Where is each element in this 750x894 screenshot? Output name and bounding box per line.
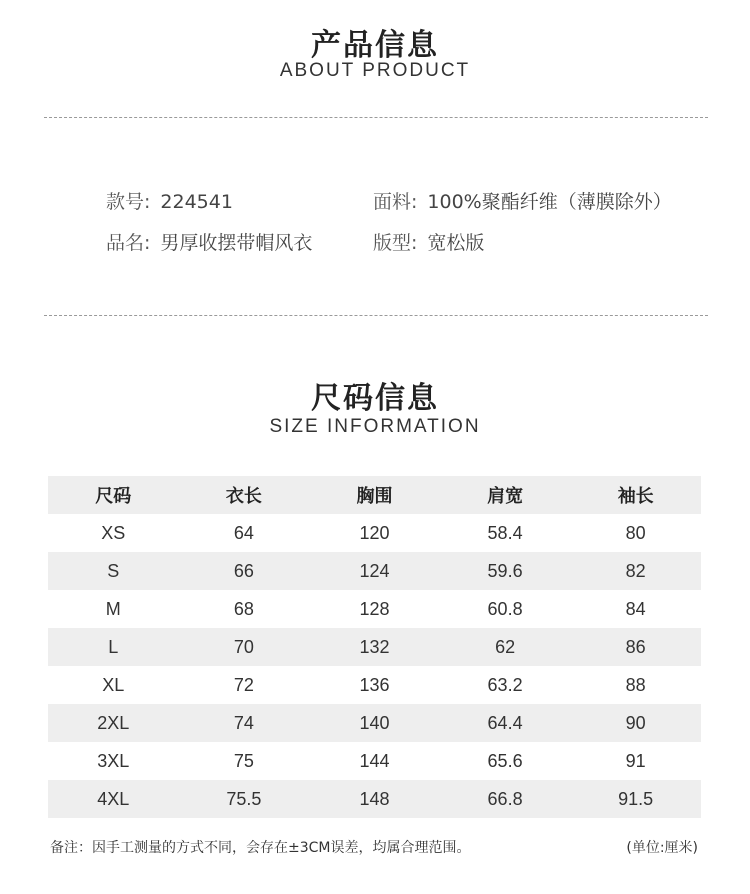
table-row: [48, 628, 701, 666]
measurement-note: 备注：因手工测量的方式不同，会存在±3CM误差，均属合理范围。: [50, 840, 471, 856]
header-length: 衣长: [225, 486, 262, 507]
size-section-subtitle: SIZE INFORMATION: [269, 416, 481, 437]
cell-sleeve: 91.5: [618, 788, 654, 809]
cell-length: 68: [233, 598, 254, 619]
cell-shoulder: 63.2: [487, 674, 523, 695]
cell-shoulder: 58.4: [487, 522, 523, 543]
cell-chest: 132: [359, 636, 390, 657]
cell-size: 2XL: [97, 712, 130, 733]
cell-length: 75: [233, 750, 254, 771]
cell-chest: 140: [359, 712, 390, 733]
size-section-title: 尺码信息: [311, 381, 439, 416]
header-size: 尺码: [95, 486, 132, 507]
cell-sleeve: 84: [625, 598, 646, 619]
cell-shoulder: 60.8: [487, 598, 523, 619]
cell-sleeve: 82: [625, 560, 646, 581]
cell-chest: 136: [359, 674, 390, 695]
cell-chest: 128: [359, 598, 390, 619]
style-number-label: 款号:: [106, 191, 151, 213]
product-section-title: 产品信息: [311, 28, 439, 63]
cell-sleeve: 80: [625, 522, 646, 543]
cell-length: 70: [233, 636, 254, 657]
product-name-label: 品名:: [106, 232, 151, 254]
table-row: [48, 780, 701, 818]
cell-sleeve: 88: [625, 674, 646, 695]
unit-note: (单位:厘米): [626, 840, 698, 856]
header-sleeve: 袖长: [617, 486, 654, 507]
cell-sleeve: 91: [625, 750, 646, 771]
cell-size: XS: [101, 522, 126, 543]
cell-size: 3XL: [97, 750, 130, 771]
cell-size: S: [107, 560, 120, 581]
cell-shoulder: 62: [495, 636, 516, 657]
divider-middle: [44, 315, 708, 316]
table-row: [48, 742, 701, 780]
header-chest: 胸围: [356, 486, 393, 507]
table-row: [48, 704, 701, 742]
fabric-value: 100%聚酯纤维（薄膜除外）: [427, 191, 672, 213]
cell-size: XL: [102, 674, 125, 695]
fit-label: 版型:: [373, 232, 418, 254]
cell-size: L: [108, 636, 119, 657]
cell-length: 75.5: [226, 788, 262, 809]
divider-top: [44, 117, 708, 118]
product-name-value: 男厚收摆带帽风衣: [160, 232, 313, 254]
table-row: [48, 590, 701, 628]
product-name-field: [106, 228, 312, 255]
cell-sleeve: 86: [625, 636, 646, 657]
header-shoulder: 肩宽: [487, 486, 524, 507]
cell-shoulder: 65.6: [487, 750, 523, 771]
fit-value: 宽松版: [427, 232, 485, 254]
size-table: [48, 476, 701, 818]
cell-sleeve: 90: [625, 712, 646, 733]
cell-size: 4XL: [97, 788, 130, 809]
cell-shoulder: 64.4: [487, 712, 523, 733]
cell-length: 72: [233, 674, 254, 695]
style-number-field: [106, 187, 233, 214]
cell-size: M: [105, 598, 121, 619]
cell-length: 66: [233, 560, 254, 581]
cell-chest: 148: [359, 788, 390, 809]
cell-chest: 124: [359, 560, 390, 581]
table-row: [48, 514, 701, 552]
fabric-field: [373, 187, 672, 214]
product-section-subtitle: ABOUT PRODUCT: [279, 60, 471, 81]
cell-shoulder: 59.6: [487, 560, 523, 581]
cell-length: 64: [233, 522, 254, 543]
cell-chest: 120: [359, 522, 390, 543]
cell-length: 74: [233, 712, 254, 733]
cell-shoulder: 66.8: [487, 788, 523, 809]
table-row: [48, 666, 701, 704]
size-table-header-row: [48, 476, 701, 514]
fabric-label: 面料:: [373, 191, 418, 213]
table-row: [48, 552, 701, 590]
style-number-value: 224541: [160, 191, 233, 213]
cell-chest: 144: [359, 750, 390, 771]
fit-field: [373, 228, 484, 255]
